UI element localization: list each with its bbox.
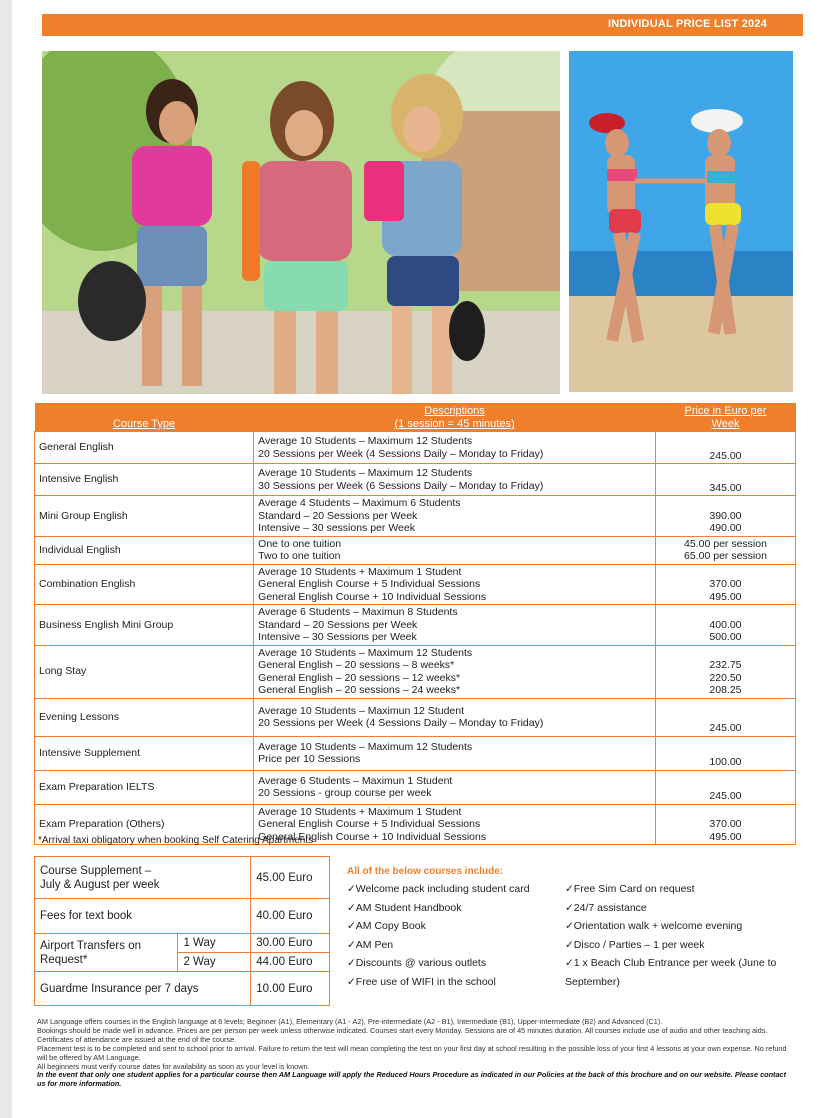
table-row [35, 770, 796, 804]
description-line: One to one tuition [258, 537, 342, 550]
price-value: 245.00 [709, 722, 742, 734]
fee-row-airport-one-way [35, 934, 330, 953]
page-title: INDIVIDUAL PRICE LIST 2024 [607, 18, 767, 30]
course-description [254, 605, 656, 646]
course-price [655, 432, 795, 464]
price-value: 500.00 [709, 631, 742, 643]
description-line: Average 6 Students – Maximun 1 Student [258, 774, 453, 787]
price-value: 208.25 [709, 684, 742, 696]
table-row [35, 605, 796, 646]
fine-print-bookings: Bookings should be made well in advance. Prices are per person per week unless otherwise indicated. Courses start every Monday. Sessions are of 45 minutes duration. All courses include use of audio and other teaching aids. Certificates of attendance are issued at the end of the course. [37, 1025, 768, 1044]
course-name: Intensive Supplement [35, 736, 254, 770]
course-name: Individual English [35, 536, 254, 564]
price-value: 245.00 [709, 449, 742, 462]
description-line: General English Course + 5 Individual Sessions [258, 818, 481, 830]
course-price [655, 564, 795, 605]
course-description [254, 464, 656, 496]
fine-print-placement: Placement test is to be completed and sent to school prior to arrival. Failure to return the test will mean completing the test on your first day at school resulting in the possible loss of your first 4 lessons at your own expense. No refund will be offered by AM Language. [37, 1043, 787, 1062]
fee-label-supplement [35, 857, 251, 899]
price-value: 490.00 [709, 522, 742, 534]
price-value: 495.00 [709, 830, 742, 843]
includes-list-left [347, 880, 562, 991]
column-header-descriptions [254, 403, 656, 432]
includes-list-right [565, 880, 805, 991]
description-line: 30 Sessions per Week (6 Sessions Daily – Monday to Friday) [258, 479, 544, 492]
course-description [254, 770, 656, 804]
price-value: 45.00 per session [684, 537, 767, 550]
course-name: Intensive English [35, 464, 254, 496]
price-table [34, 403, 796, 845]
page-edge [0, 0, 12, 1118]
table-row [35, 698, 796, 736]
includes-item: ✓Disco / Parties – 1 per week [565, 938, 705, 951]
column-header-price [655, 403, 795, 432]
course-price [655, 770, 795, 804]
table-row [35, 564, 796, 605]
fine-print [37, 1018, 795, 1089]
description-line: Price per 10 Sessions [258, 753, 361, 765]
course-description [254, 564, 656, 605]
fee-two-way-label: 2 Way [178, 953, 251, 972]
description-line: General English Course + 10 Individual Sessions [258, 590, 487, 603]
course-description [254, 698, 656, 736]
description-line: Average 4 Students – Maximum 6 Students [258, 497, 461, 509]
description-line: Average 6 Students – Maximun 8 Students [258, 606, 458, 618]
fine-print-levels: AM Language offers courses in the English language at 6 levels; Beginner (A1), Elementary (A1 - A2), Pre-intermediate (A2 - B1), Intermediate (B1), Upper-intermediate (B2) and Advanced (C1). [37, 1017, 663, 1026]
course-name: Evening Lessons [35, 698, 254, 736]
course-price [655, 464, 795, 496]
course-price [655, 736, 795, 770]
includes-item: ✓Free use of WIFI in the school [347, 975, 496, 988]
photo-beach [569, 51, 793, 392]
price-value: 345.00 [709, 481, 742, 494]
fee-price-insurance: 10.00 Euro [251, 972, 330, 1006]
includes-item: ✓Free Sim Card on request [565, 883, 695, 895]
description-line: Intensive – 30 Sessions per Week [258, 631, 417, 643]
fee-two-way-price: 44.00 Euro [251, 953, 330, 972]
description-line: General English – 20 sessions – 8 weeks* [258, 659, 455, 671]
course-description [254, 536, 656, 564]
includes-item: September) [565, 975, 620, 988]
arrival-footnote: *Arrival taxi obligatory when booking Self Catering Apartments [38, 835, 314, 846]
price-value: 370.00 [709, 818, 742, 830]
course-description [254, 496, 656, 537]
description-line: General English Course + 5 Individual Sessions [258, 578, 481, 590]
fees-table [34, 856, 330, 1006]
course-name: Business English Mini Group [35, 605, 254, 646]
includes-item: ✓24/7 assistance [565, 901, 647, 914]
price-value: 400.00 [709, 618, 742, 631]
fee-label-supplement-line1: Course Supplement – [40, 864, 152, 877]
fee-label-airport [35, 934, 178, 972]
column-header-price-line1: Price in Euro per [684, 405, 767, 417]
column-header-desc-line2: (1 session = 45 minutes) [394, 418, 515, 430]
photo-beach-illustration [569, 51, 793, 392]
column-header-desc-line1: Descriptions [424, 405, 485, 417]
fee-row-textbook [35, 899, 330, 934]
table-row [35, 432, 796, 464]
description-line: 20 Sessions per Week (4 Sessions Daily – Monday to Friday) [258, 447, 544, 460]
description-line: Average 10 Students + Maximum 1 Student [258, 805, 462, 818]
description-line: General English – 20 sessions – 24 weeks* [258, 684, 461, 696]
fee-label-airport-line2: Request* [40, 953, 88, 966]
description-line: Average 10 Students – Maximum 12 Students [258, 435, 473, 447]
price-table-body [35, 432, 796, 845]
course-price [655, 645, 795, 698]
price-value: 100.00 [709, 756, 742, 768]
fee-price-textbook: 40.00 Euro [251, 899, 330, 934]
course-price [655, 698, 795, 736]
description-line: Standard – 20 Sessions per Week [258, 509, 418, 522]
course-price [655, 804, 795, 845]
price-value: 495.00 [709, 590, 742, 603]
price-value: 245.00 [709, 790, 742, 802]
description-line: 20 Sessions per Week (4 Sessions Daily – Monday to Friday) [258, 717, 544, 729]
course-name: Long Stay [35, 645, 254, 698]
includes-item: ✓1 x Beach Club Entrance per week (June to [565, 957, 777, 969]
includes-item: ✓Welcome pack including student card [347, 883, 530, 895]
column-header-price-line2: Week [711, 418, 740, 430]
course-description [254, 736, 656, 770]
table-row [35, 464, 796, 496]
course-name: Exam Preparation IELTS [35, 770, 254, 804]
course-name: General English [35, 432, 254, 464]
course-name: Combination English [35, 564, 254, 605]
includes-item: ✓AM Copy Book [347, 920, 426, 932]
table-row [35, 496, 796, 537]
includes-item: ✓AM Pen [347, 938, 394, 951]
fee-label-textbook: Fees for text book [35, 899, 251, 934]
description-line: Average 10 Students – Maximun 12 Student [258, 704, 465, 717]
description-line: General English – 20 sessions – 12 weeks* [258, 671, 461, 684]
fee-one-way-price: 30.00 Euro [251, 934, 330, 953]
course-name: Mini Group English [35, 496, 254, 537]
price-value: 390.00 [709, 509, 742, 522]
fee-price-supplement: 45.00 Euro [251, 857, 330, 899]
table-row [35, 736, 796, 770]
course-description [254, 645, 656, 698]
includes-item: ✓AM Student Handbook [347, 901, 462, 914]
description-line: 20 Sessions - group course per week [258, 787, 432, 799]
includes-item: ✓Discounts @ various outlets [347, 957, 487, 969]
price-table-header [35, 403, 796, 432]
price-value: 220.50 [709, 671, 742, 684]
includes-item: ✓Orientation walk + welcome evening [565, 920, 743, 932]
price-value: 370.00 [709, 578, 742, 590]
fine-print-beginners: All beginners must verify course dates for availability as soon as your level is known. [37, 1061, 310, 1071]
description-line: Standard – 20 Sessions per Week [258, 618, 418, 631]
course-description [254, 432, 656, 464]
description-line: Average 10 Students – Maximum 12 Students [258, 646, 473, 659]
photo-three-students [42, 51, 560, 394]
table-row [35, 536, 796, 564]
course-price [655, 605, 795, 646]
table-row [35, 645, 796, 698]
price-value: 65.00 per session [684, 550, 767, 562]
course-description [254, 804, 656, 845]
price-value: 232.75 [709, 659, 742, 671]
photo-three-students-illustration [42, 51, 560, 394]
fee-one-way-label: 1 Way [178, 934, 251, 953]
course-price [655, 536, 795, 564]
fee-label-supplement-line2: July & August per week [40, 878, 160, 891]
fee-label-airport-line1: Airport Transfers on [40, 939, 141, 952]
description-line: General English Course + 10 Individual Sessions [258, 830, 487, 843]
description-line: Average 10 Students + Maximum 1 Student [258, 565, 462, 578]
description-line: Average 10 Students – Maximum 12 Students [258, 740, 473, 753]
header-bar [42, 14, 803, 36]
includes-title: All of the below courses include: [347, 866, 504, 877]
course-name: Exam Preparation (Others) [35, 804, 254, 845]
description-line: Intensive – 30 sessions per Week [258, 522, 415, 534]
description-line: Average 10 Students – Maximum 12 Students [258, 467, 473, 479]
fee-row-insurance [35, 972, 330, 1006]
fee-row-supplement [35, 857, 330, 899]
course-price [655, 496, 795, 537]
column-header-course: Course Type [35, 403, 254, 432]
fee-label-insurance: Guardme Insurance per 7 days [35, 972, 251, 1006]
fine-print-reduced-hours: In the event that only one student applies for a particular course then AM Language will apply the Reduced Hours Procedure as indicated in our Policies at the back of this brochure and on our website. Please contact us for more information. [37, 1070, 787, 1089]
description-line: Two to one tuition [258, 550, 341, 562]
